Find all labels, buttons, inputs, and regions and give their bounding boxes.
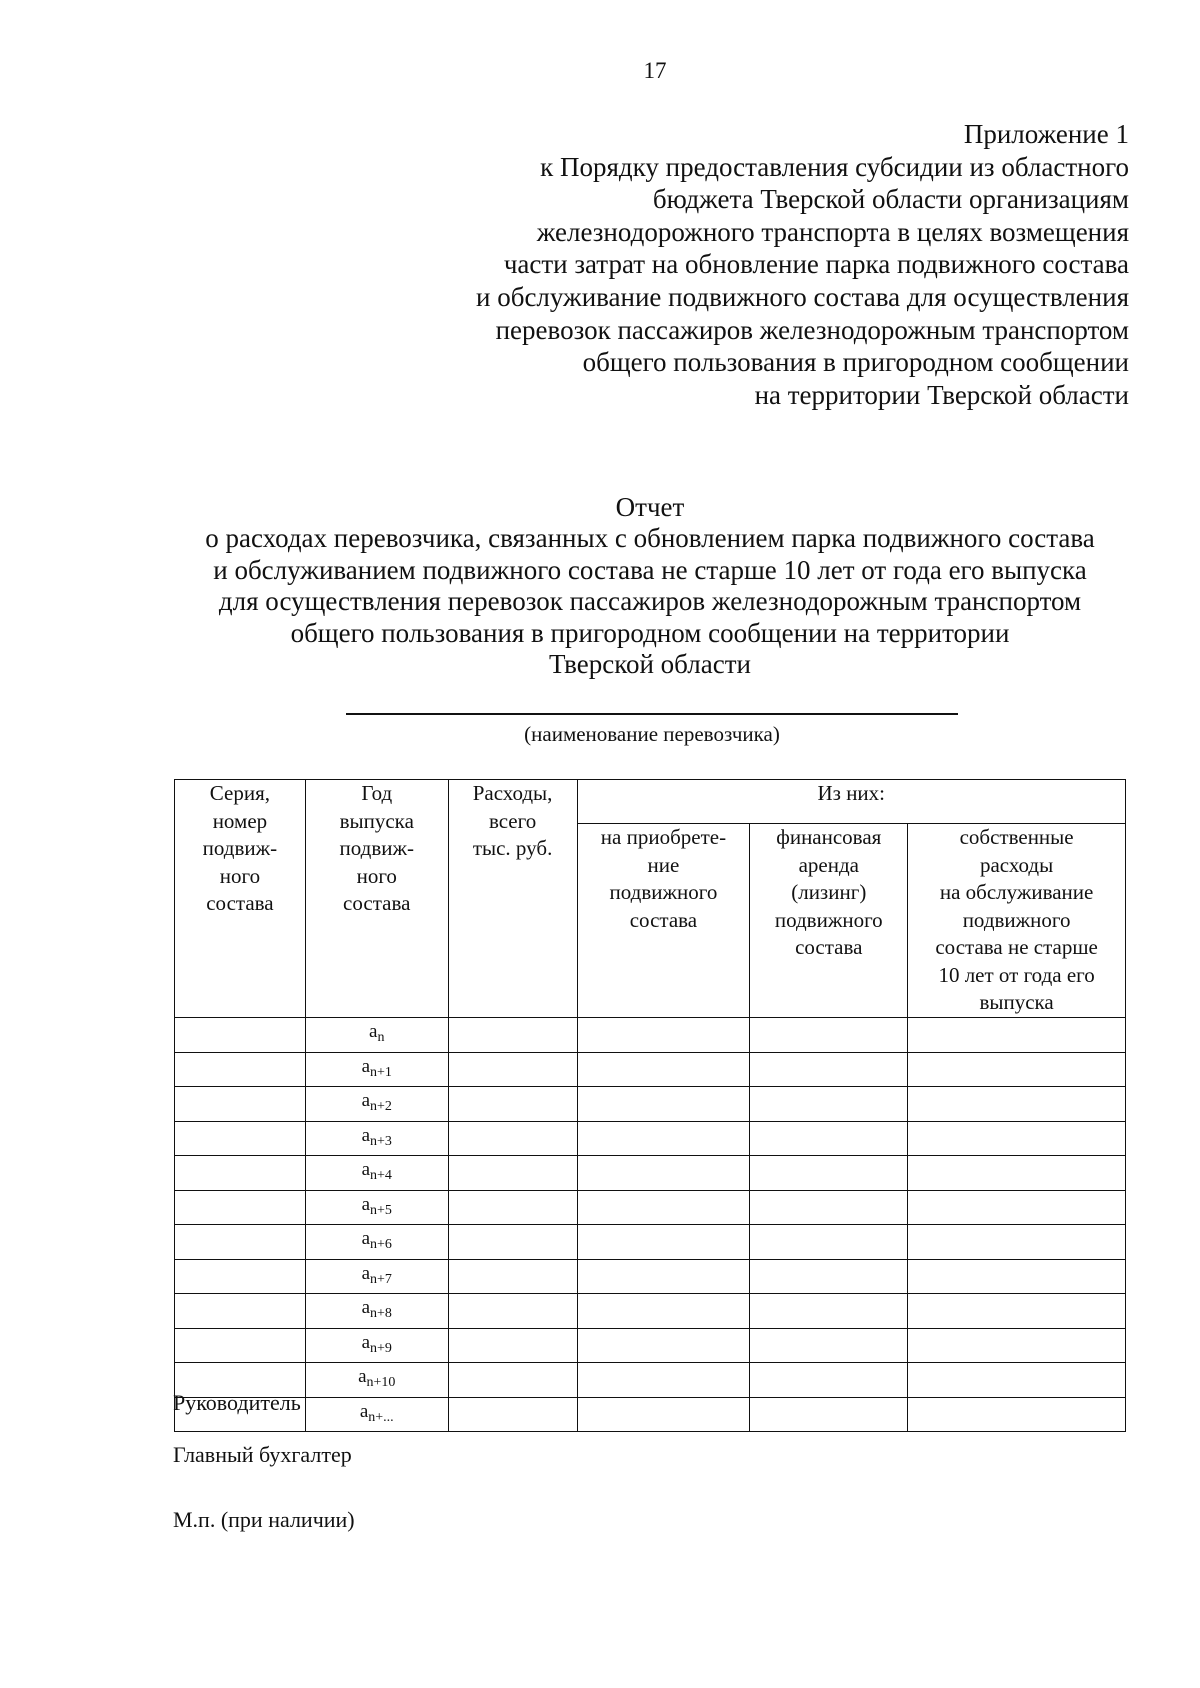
year-cell	[305, 1190, 448, 1225]
empty-cell	[577, 1190, 750, 1225]
header-line: финансовая	[776, 825, 882, 849]
empty-cell	[577, 1363, 750, 1398]
empty-cell	[448, 1363, 577, 1398]
year-symbol: a	[369, 1021, 378, 1042]
appendix-line: бюджета Тверской области организациям	[652, 184, 1129, 215]
empty-cell	[577, 1156, 750, 1191]
empty-cell	[448, 1259, 577, 1294]
empty-cell	[577, 1294, 750, 1329]
empty-cell	[448, 1087, 577, 1122]
table-row	[175, 1397, 1126, 1432]
year-subscript: n+7	[370, 1271, 392, 1287]
year-cell	[305, 1363, 448, 1398]
year-subscript: n+...	[368, 1409, 394, 1425]
year-cell	[305, 1156, 448, 1191]
empty-cell	[750, 1052, 908, 1087]
year-cell	[305, 1259, 448, 1294]
year-symbol: a	[361, 1228, 371, 1249]
empty-cell	[750, 1363, 908, 1398]
year-symbol: a	[361, 1055, 371, 1077]
header-line: Расходы,	[472, 781, 553, 805]
header-line: ного	[219, 863, 261, 888]
year-symbol: a	[358, 1366, 367, 1387]
header-purchase	[577, 824, 750, 1018]
year-symbol: a	[361, 1262, 371, 1284]
empty-cell	[175, 1190, 306, 1225]
header-financial-lease	[750, 824, 908, 1018]
empty-cell	[750, 1259, 908, 1294]
header-line: состава не старше	[935, 935, 1098, 959]
appendix-line: на территории Тверской области	[754, 379, 1129, 410]
empty-cell	[908, 1363, 1126, 1398]
empty-cell	[448, 1018, 577, 1053]
empty-cell	[908, 1018, 1126, 1053]
header-line: всего	[488, 808, 537, 833]
appendix-line: к Порядку предоставления субсидии из областного	[540, 151, 1129, 182]
header-line: Серия,	[209, 781, 271, 805]
header-line: состава	[206, 891, 274, 915]
table-row	[175, 1225, 1126, 1260]
header-line: состава	[343, 891, 411, 915]
header-line: подвижного	[609, 880, 718, 904]
empty-cell	[750, 1087, 908, 1122]
signature-chief-accountant: Главный бухгалтер	[173, 1442, 352, 1467]
empty-cell	[750, 1328, 908, 1363]
empty-cell	[577, 1087, 750, 1122]
empty-cell	[908, 1052, 1126, 1087]
empty-cell	[577, 1052, 750, 1087]
header-line: аренда	[798, 852, 859, 877]
empty-cell	[175, 1294, 306, 1329]
year-cell	[305, 1328, 448, 1363]
header-line: Год	[361, 781, 393, 805]
year-symbol: a	[361, 1331, 371, 1353]
year-symbol: a	[359, 1400, 369, 1422]
year-subscript: n+4	[370, 1168, 392, 1183]
empty-cell	[175, 1225, 306, 1260]
table-row	[175, 1363, 1126, 1398]
table-row	[175, 1121, 1126, 1156]
empty-cell	[448, 1052, 577, 1087]
expense-report-table	[174, 779, 1126, 1432]
header-line: состава	[795, 935, 863, 959]
table-row	[175, 1259, 1126, 1294]
table-row	[175, 1018, 1126, 1053]
year-symbol: a	[361, 1297, 371, 1318]
year-cell	[305, 1052, 448, 1087]
year-symbol: a	[361, 1159, 371, 1180]
empty-cell	[577, 1259, 750, 1294]
empty-cell	[908, 1259, 1126, 1294]
empty-cell	[175, 1052, 306, 1087]
appendix-line: общего пользования в пригородном сообщении	[582, 347, 1129, 378]
header-series-number	[175, 780, 306, 1018]
header-line: на обслуживание	[939, 880, 1094, 904]
signature-head: Руководитель	[173, 1390, 301, 1415]
empty-cell	[448, 1190, 577, 1225]
header-line: ного	[356, 863, 397, 888]
header-line: выпуска	[339, 808, 414, 833]
appendix-line: части затрат на обновление парка подвижного состава	[503, 249, 1129, 280]
table-row	[175, 1052, 1126, 1087]
empty-cell	[908, 1225, 1126, 1260]
year-cell	[305, 1087, 448, 1122]
empty-cell	[908, 1121, 1126, 1156]
empty-cell	[577, 1018, 750, 1053]
appendix-line: Приложение 1	[963, 119, 1129, 149]
year-symbol: a	[361, 1193, 371, 1215]
year-subscript: n+1	[370, 1064, 392, 1080]
year-cell	[305, 1397, 448, 1432]
year-subscript: n+5	[370, 1202, 392, 1218]
appendix-heading	[369, 118, 1129, 411]
report-title-line: Тверской области	[549, 649, 751, 680]
empty-cell	[175, 1156, 306, 1191]
empty-cell	[750, 1225, 908, 1260]
year-subscript: n+3	[370, 1133, 392, 1149]
empty-cell	[908, 1190, 1126, 1225]
report-title-line: общего пользования в пригородном сообщении на территории	[290, 617, 1010, 648]
table-row	[175, 1328, 1126, 1363]
carrier-name-blank-line	[346, 713, 958, 715]
header-own-maintenance-expenses	[908, 824, 1126, 1018]
carrier-name-caption: (наименование перевозчика)	[524, 722, 780, 746]
table-row	[175, 1156, 1126, 1191]
header-line: подвижного	[774, 907, 883, 932]
year-cell	[305, 1018, 448, 1053]
empty-cell	[577, 1225, 750, 1260]
page-number: 17	[643, 58, 667, 83]
empty-cell	[750, 1397, 908, 1432]
table-row	[175, 1190, 1126, 1225]
report-title-line: о расходах перевозчика, связанных с обновлением парка подвижного состава	[205, 523, 1095, 554]
empty-cell	[577, 1121, 750, 1156]
empty-cell	[175, 1087, 306, 1122]
empty-cell	[448, 1397, 577, 1432]
header-line: подвиж-	[339, 836, 414, 860]
empty-cell	[448, 1294, 577, 1329]
header-line: (лизинг)	[791, 880, 867, 904]
header-line: на приобрете-	[600, 825, 727, 849]
year-cell	[305, 1225, 448, 1260]
header-line: тыс. руб.	[472, 836, 553, 860]
table-body	[175, 1018, 1126, 1432]
header-line: расходы	[979, 852, 1054, 877]
header-line: выпуска	[979, 990, 1054, 1014]
header-line: номер	[212, 808, 268, 833]
year-symbol: a	[361, 1124, 371, 1146]
header-total-expenses	[448, 780, 577, 1018]
empty-cell	[448, 1156, 577, 1191]
empty-cell	[448, 1121, 577, 1156]
header-line: ние	[647, 852, 680, 877]
year-cell	[305, 1294, 448, 1329]
year-subscript: n+6	[370, 1237, 392, 1252]
empty-cell	[175, 1328, 306, 1363]
report-title-line: Отчет	[615, 492, 685, 522]
empty-cell	[448, 1225, 577, 1260]
year-symbol: a	[361, 1090, 371, 1111]
header-year-of-manufacture	[305, 780, 448, 1018]
year-subscript: n+8	[370, 1306, 392, 1321]
header-line: подвиж-	[202, 836, 278, 860]
empty-cell	[908, 1328, 1126, 1363]
year-subscript: n+10	[366, 1375, 396, 1390]
year-subscript: n+2	[370, 1099, 392, 1114]
appendix-line: перевозок пассажиров железнодорожным транспортом	[495, 314, 1129, 345]
empty-cell	[750, 1121, 908, 1156]
empty-cell	[750, 1156, 908, 1191]
empty-cell	[908, 1087, 1126, 1122]
empty-cell	[175, 1259, 306, 1294]
appendix-line: и обслуживание подвижного состава для осуществления	[476, 281, 1129, 312]
empty-cell	[750, 1190, 908, 1225]
stamp-place: М.п. (при наличии)	[173, 1507, 355, 1532]
empty-cell	[908, 1397, 1126, 1432]
empty-cell	[908, 1294, 1126, 1329]
header-of-which: Из них:	[577, 780, 1125, 824]
empty-cell	[175, 1121, 306, 1156]
empty-cell	[175, 1018, 306, 1053]
header-line: 10 лет от года его	[938, 962, 1095, 987]
empty-cell	[908, 1156, 1126, 1191]
report-title-line: и обслуживанием подвижного состава не старше 10 лет от года его выпуска	[213, 554, 1087, 585]
year-subscript: n	[377, 1030, 385, 1045]
table-row	[175, 1294, 1126, 1329]
year-subscript: n+9	[370, 1340, 392, 1356]
empty-cell	[448, 1328, 577, 1363]
empty-cell	[577, 1397, 750, 1432]
empty-cell	[577, 1328, 750, 1363]
appendix-line: железнодорожного транспорта в целях возмещения	[536, 216, 1129, 247]
header-line: собственные	[959, 825, 1074, 849]
year-cell	[305, 1121, 448, 1156]
report-title	[160, 492, 1140, 680]
empty-cell	[750, 1018, 908, 1053]
empty-cell	[750, 1294, 908, 1329]
header-line: состава	[629, 907, 698, 932]
report-title-line: для осуществления перевозок пассажиров железнодорожным транспортом	[218, 586, 1082, 617]
header-line: подвижного	[962, 907, 1071, 932]
table-row	[175, 1087, 1126, 1122]
